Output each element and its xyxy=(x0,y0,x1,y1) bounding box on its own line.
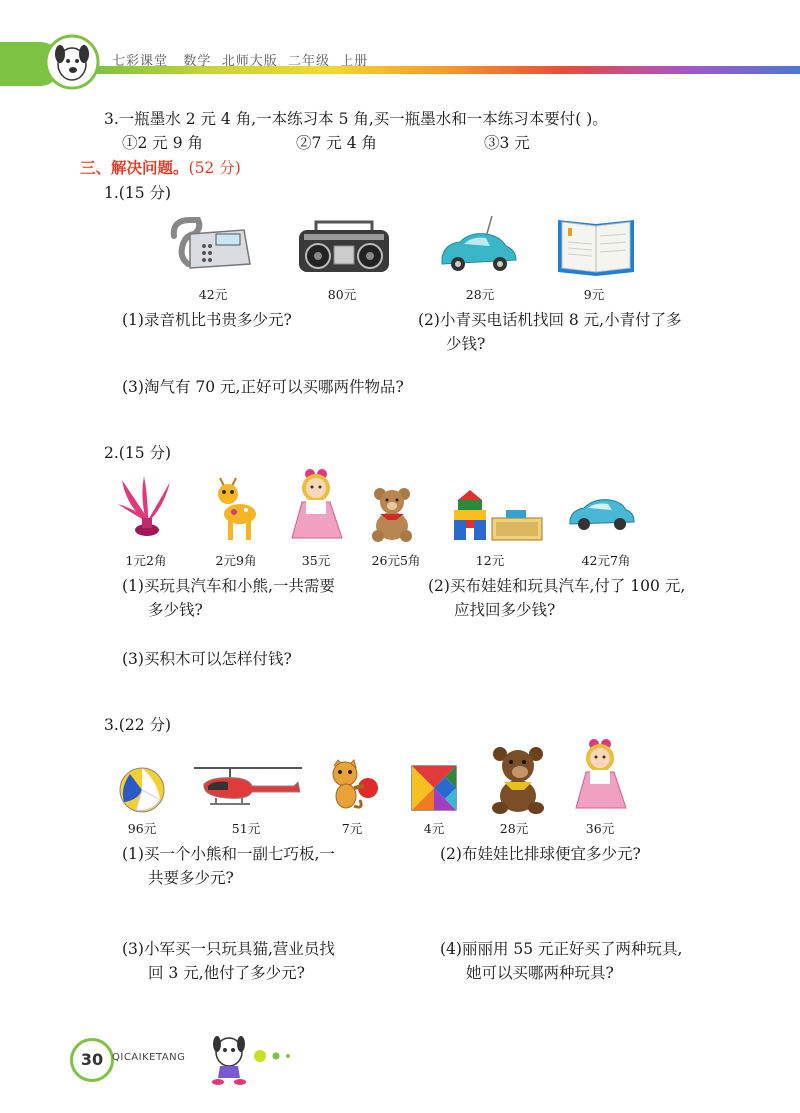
p2-question-1-line-1: (1)买玩具汽车和小熊,一共需要 xyxy=(122,577,335,595)
p1-question-3: (3)淘气有 70 元,正好可以买哪两件物品? xyxy=(122,378,404,396)
problem-2-label: 2.(15 分) xyxy=(104,444,172,462)
deer-toy-icon xyxy=(206,476,266,546)
p1-question-2-line-2: 少钱? xyxy=(446,335,486,353)
price-doll-1: 35元 xyxy=(301,553,331,568)
doll-icon xyxy=(572,738,632,816)
mascot-logo-icon xyxy=(44,34,100,90)
p2-question-1-line-2: 多少钱? xyxy=(148,601,203,619)
price-shuttlecock: 1元2角 xyxy=(125,553,167,568)
price-teddy-bear-1: 26元5角 xyxy=(371,553,421,568)
price-toy-cat: 7元 xyxy=(341,821,363,836)
p3-question-2: (2)布娃娃比排球便宜多少元? xyxy=(440,845,641,863)
building-blocks-icon xyxy=(446,488,546,544)
header-volume: 上册 xyxy=(340,54,369,69)
footer-brand: QICAIKETANG xyxy=(112,1052,186,1063)
header-title xyxy=(112,50,368,69)
p3-question-1-line-2: 共要多少元? xyxy=(148,869,234,887)
price-toy-car-1: 28元 xyxy=(465,287,495,302)
footer-mascot-icon xyxy=(204,1032,254,1088)
page-number-badge xyxy=(70,1038,114,1082)
p2-question-3: (3)买积木可以怎样付钱? xyxy=(122,650,292,668)
p3-question-1-line-1: (1)买一个小熊和一副七巧板,一 xyxy=(122,845,335,863)
price-radio-cassette: 80元 xyxy=(327,287,357,302)
page-number: 30 xyxy=(80,1050,104,1069)
section-title-text: 三、解决问题。 xyxy=(80,158,189,177)
tangram-icon xyxy=(410,764,458,812)
price-toy-car-2: 42元7角 xyxy=(581,553,631,568)
price-teddy-bear-2: 28元 xyxy=(499,821,529,836)
teddy-bear-icon xyxy=(366,486,422,542)
shuttlecock-icon xyxy=(116,474,176,544)
choice-question-stem: 3.一瓶墨水 2 元 4 角,一本练习本 5 角,买一瓶墨水和一本练习本要付( )。 xyxy=(104,110,608,128)
p1-question-1: (1)录音机比书贵多少元? xyxy=(122,311,292,329)
price-tangram: 4元 xyxy=(423,821,445,836)
header-series: 七彩课堂 xyxy=(112,54,169,69)
price-book: 9元 xyxy=(583,287,605,302)
price-deer-toy: 2元9角 xyxy=(215,553,257,568)
p1-question-2-line-1: (2)小青买电话机找回 8 元,小青付了多 xyxy=(418,311,682,329)
helicopter-icon xyxy=(190,764,306,814)
price-doll-2: 36元 xyxy=(585,821,615,836)
p3-question-4-line-1: (4)丽丽用 55 元正好买了两种玩具, xyxy=(440,940,683,958)
telephone-icon xyxy=(168,214,254,274)
p2-question-2-line-2: 应找回多少钱? xyxy=(454,601,556,619)
p2-question-2-line-1: (2)买布娃娃和玩具汽车,付了 100 元, xyxy=(428,577,686,595)
choice-option-3: ③3 元 xyxy=(484,134,530,152)
choice-option-1: ①2 元 9 角 xyxy=(122,134,204,152)
header-subject: 数学 xyxy=(183,54,212,69)
toy-cat-icon xyxy=(324,758,384,814)
price-helicopter: 51元 xyxy=(231,821,261,836)
choice-option-2: ②7 元 4 角 xyxy=(296,134,378,152)
radio-cassette-icon xyxy=(296,216,392,276)
p3-question-3-line-2: 回 3 元,他付了多少元? xyxy=(148,964,305,982)
section-title xyxy=(80,157,241,179)
doll-icon xyxy=(288,468,348,546)
section-points: (52 分) xyxy=(188,159,241,177)
price-building-blocks: 12元 xyxy=(475,553,505,568)
footer-dots-icon xyxy=(252,1048,302,1064)
book-icon xyxy=(556,214,636,276)
problem-3-label: 3.(22 分) xyxy=(104,716,172,734)
price-volleyball: 96元 xyxy=(127,821,157,836)
volleyball-icon xyxy=(118,766,166,814)
header-edition: 北师大版 xyxy=(221,54,278,69)
price-telephone: 42元 xyxy=(198,287,228,302)
teddy-bear-icon xyxy=(486,746,550,816)
header-grade: 二年级 xyxy=(287,54,330,69)
p3-question-4-line-2: 她可以买哪两种玩具? xyxy=(466,964,614,982)
problem-1-label: 1.(15 分) xyxy=(104,184,172,202)
p3-question-3-line-1: (3)小军买一只玩具猫,营业员找 xyxy=(122,940,335,958)
toy-car-icon xyxy=(436,212,520,276)
toy-car-icon xyxy=(566,494,636,534)
